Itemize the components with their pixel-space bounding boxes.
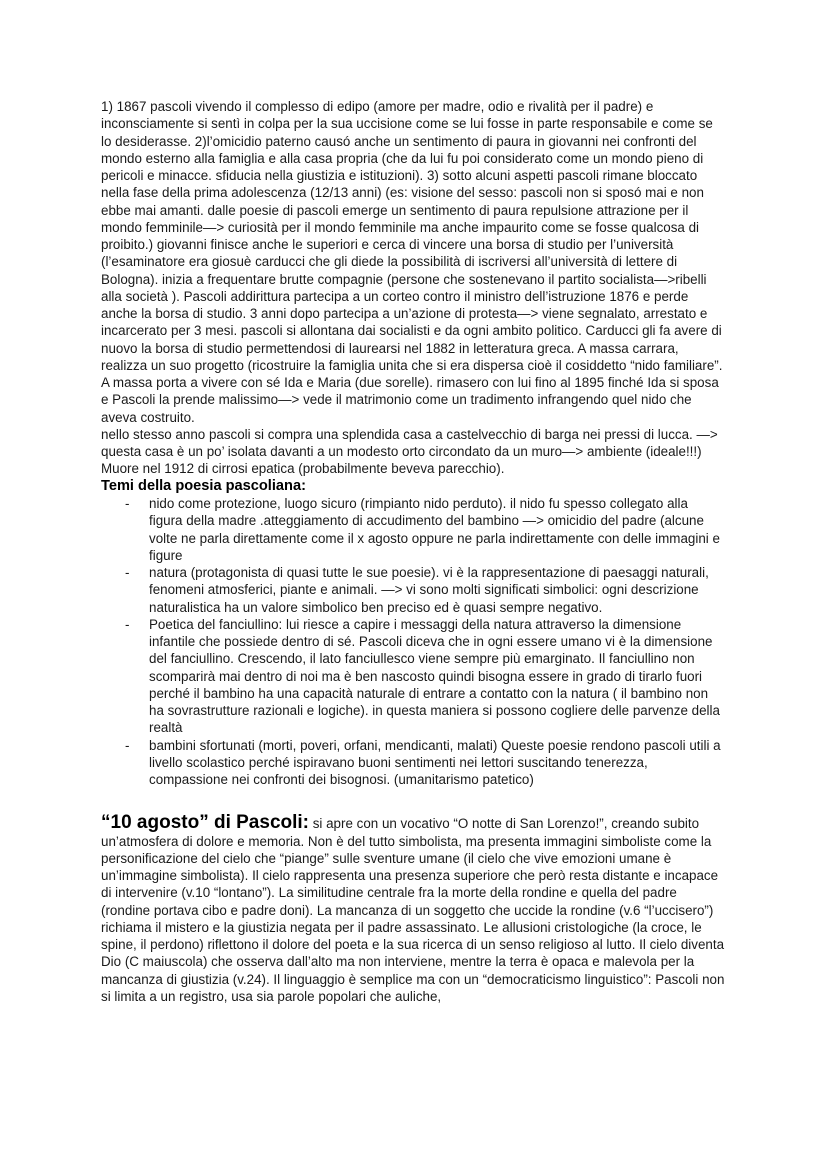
list-item: - natura (protagonista di quasi tutte le sue poesie). vi è la rappresentazione di paesaggi naturali, fenomeni atmosferici, piante e animali. —> vi sono molti significati simbolici: ogni descrizione naturalistica ha un valore simbolico ben preciso ed è quasi sempre negativo.	[149, 564, 725, 616]
poem-paragraph	[101, 814, 725, 1005]
list-item: - nido come protezione, luogo sicuro (rimpianto nido perduto). il nido fu spesso collegato alla figura della madre .atteggiamento di accudimento del bambino —> omicidio del padre (alcune volte ne parla direttamente come il x agosto oppure ne parla indirettamente con delle immagini e figure	[149, 495, 725, 564]
poem-title: “10 agosto” di Pascoli:	[101, 812, 309, 834]
themes-heading: Temi della poesia pascoliana:	[101, 477, 306, 494]
intro-paragraph: 1) 1867 pascoli vivendo il complesso di edipo (amore per madre, odio e rivalità per il padre) e inconsciamente si sentì in colpa per la sua uccisione come se lui fosse in parte responsabile e come se lo desiderasse. 2)l’omicidio paterno causó anche un sentimento di paura in giovanni nei confronti del mondo esterno alla famiglia e alla casa propria (che da lui fu poi considerato come un mondo pieno di pericoli e minacce. sfiducia nella giustizia e istituzioni). 3) sotto alcuni aspetti pascoli rimane bloccato nella fase della prima adolescenza (12/13 anni) (es: visione del sesso: pascoli non si sposó mai e non ebbe mai amanti. dalle poesie di pascoli emerge un sentimento di paura repulsione attrazione per il mondo femminile—> curiosità per il mondo femminile ma anche impaurito come se fosse qualcosa di proibito.) giovanni finisce anche le superiori e cerca di vincere una borsa di studio per l’università (l’esaminatore era giosuè carducci che gli diede la possibilità di iscriversi all’università di lettere di Bologna). inizia a frequentare brutte compagnie (persone che sostenevano il partito socialista—>ribelli alla società ). Pascoli addirittura partecipa a un corteo contro il ministro dell’istruzione 1876 e perde anche la borsa di studio. 3 anni dopo partecipa a un’azione di protesta—> viene segnalato, arrestato e incarcerato per 3 mesi. pascoli si allontana dai socialisti e da ogni ambito politico. Carducci gli fa avere di nuovo la borsa di studio permettendosi di laurearsi nel 1882 in letteratura greca. A massa carrara, realizza un suo progetto (ricostruire la famiglia unita che si era dispersa cioè il cosiddetto “nido familiare”. A massa porta a vivere con sé Ida e Maria (due sorelle). rimasero con lui fino al 1895 finché Ida si sposa e Pascoli la prende malissimo—> vede il matrimonio come un tradimento infrangendo quel nido che aveva costruito.	[101, 99, 723, 425]
house-paragraph: nello stesso anno pascoli si compra una splendida casa a castelvecchio di barga nei pressi di lucca. —> questa casa è un po’ isolata davanti a un modesto orto circondato da un muro—> ambiente (ideale!!!) Muore nel 1912 di cirrosi epatica (probabilmente beveva parecchio).	[101, 426, 718, 477]
list-item: - bambini sfortunati (morti, poveri, orfani, mendicanti, malati) Queste poesie rendono pascoli utili a livello scolastico perché ispiravano buoni sentimenti nei lettori suscitando tenerezza, compassione nei confronti dei bisognosi. (umanitarismo patetico)	[149, 737, 725, 789]
themes-list	[101, 495, 725, 788]
list-item: - Poetica del fanciullino: lui riesce a capire i messaggi della natura attraverso la dimensione infantile che possiede dentro di sé. Pascoli diceva che in ogni essere umano vi è la dimensione del fanciullino. Crescendo, il lato fanciullesco viene sempre più emarginato. Il fanciullino non scomparirà mai dentro di noi ma è ben nascosto quindi bisogna essere in grado di tirarlo fuori perché il bambino ha una capacità naturale di entrare a contatto con la natura ( il bambino non ha sovrastrutture razionali e logiche). in questa maniera si possono cogliere delle parvenze della realtà	[149, 616, 725, 737]
spacer	[101, 788, 725, 814]
poem-body: si apre con un vocativo “O notte di San Lorenzo!”, creando subito un’atmosfera di dolore e memoria. Non è del tutto simbolista, ma presenta immagini simboliste come la personificazione del cielo che “piange” sulle sventure umane (il cielo che vive emozioni umane è un’immagine simbolista). Il cielo rappresenta una presenza superiore che però resta distante e incapace di intervenire (v.10 “lontano”). La similitudine centrale fra la morte della rondine e quella del padre (rondine portava cibo e padre doni). La mancanza di un soggetto che uccide la rondine (v.6 “l’uccisero”) richiama il mistero e la giustizia negata per il padre assassinato. Le allusioni cristologiche (la croce, le spine, il perdono) riflettono il dolore del poeta e la sua ricerca di un senso religioso al lutto. Il cielo diventa Dio (C maiuscola) che osserva dall’alto ma non interviene, mentre la terra è opaca e malevola per la mancanza di giustizia (v.24). Il linguaggio è semplice ma con un “democraticismo linguistico”: Pascoli non si limita a un registro, usa sia parole popolari che auliche,	[101, 816, 725, 1004]
document-page	[101, 98, 725, 1005]
